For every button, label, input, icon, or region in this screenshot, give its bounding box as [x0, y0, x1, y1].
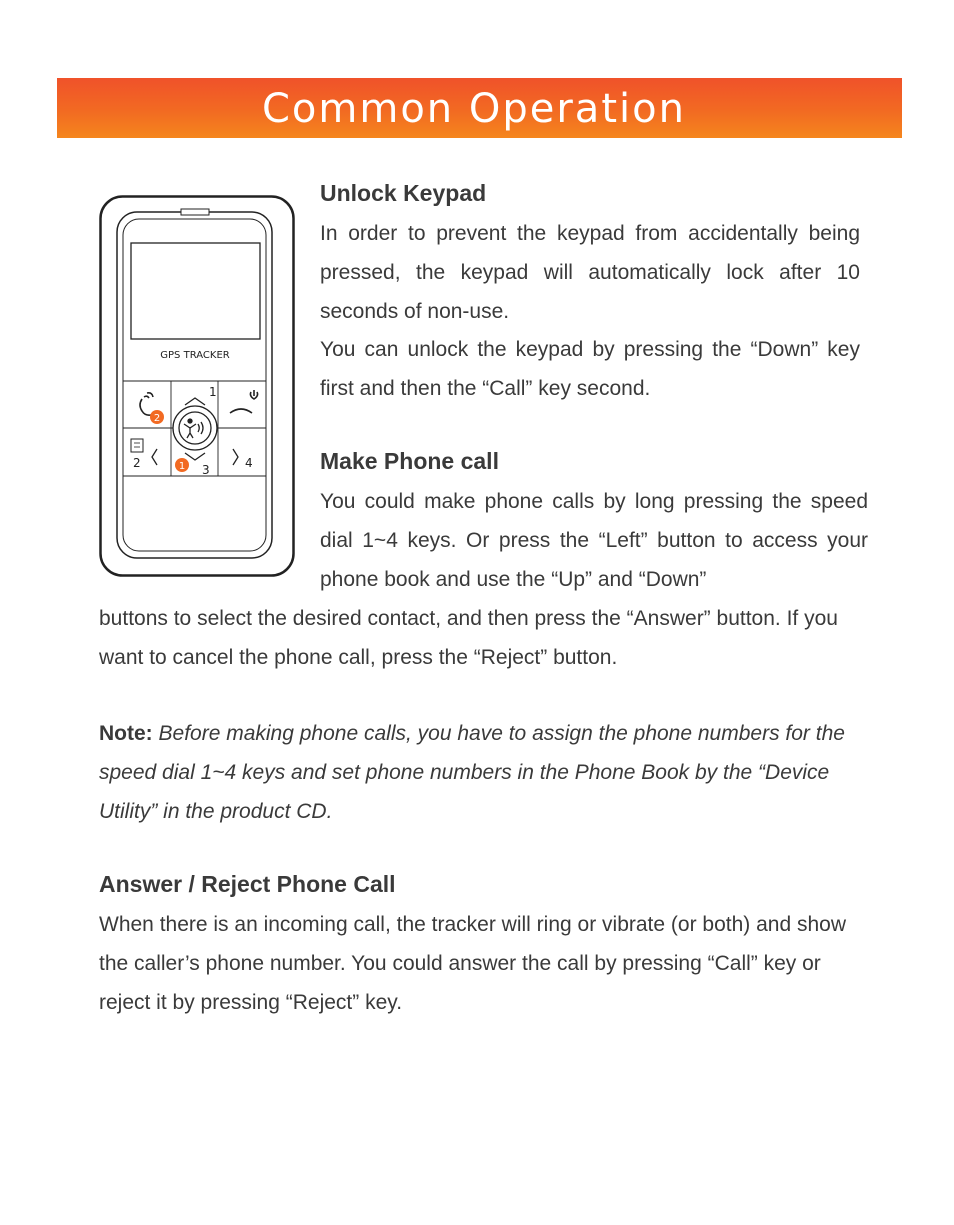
note-label: Note: — [99, 722, 153, 745]
device-screen — [131, 243, 260, 339]
svg-text:1: 1 — [209, 385, 217, 399]
page-title: Common Operation — [262, 86, 686, 132]
unlock-keypad-paragraph-2: You can unlock the keypad by pressing the “Down” key first and then the “Call” key second. — [320, 338, 860, 400]
make-phone-call-paragraph-full: buttons to select the desired contact, and then press the “Answer” button. If you want to cancel the phone call, press the “Reject” button. — [99, 607, 838, 669]
svg-text:2: 2 — [133, 456, 141, 470]
note-paragraph — [99, 714, 869, 831]
svg-text:1: 1 — [178, 461, 186, 472]
note-text: Before making phone calls, you have to assign the phone numbers for the speed dial 1~4 keys and set phone numbers in the Phone Book by the “Device Utility” in the product CD. — [99, 722, 845, 823]
gps-tracker-illustration — [99, 195, 295, 577]
make-phone-call-paragraph-wrapped: You could make phone calls by long pressing the speed dial 1~4 keys. Or press the “Left” button to access your phone book and use the “Up” and “Down” — [320, 490, 868, 591]
make-phone-call-heading: Make Phone call — [320, 448, 499, 474]
section-banner — [57, 78, 902, 138]
unlock-keypad-heading: Unlock Keypad — [320, 180, 487, 206]
answer-reject-heading: Answer / Reject Phone Call — [99, 871, 396, 897]
phonebook-icon — [131, 439, 143, 452]
screen-label: GPS TRACKER — [160, 350, 230, 361]
answer-reject-paragraph: When there is an incoming call, the tracker will ring or vibrate (or both) and show the caller’s phone number. You could answer the call by pressing “Call” key or reject it by pressing “Reject” key. — [99, 913, 846, 1014]
svg-text:2: 2 — [153, 413, 161, 424]
device-top-tab — [181, 209, 209, 215]
unlock-keypad-paragraph-1: In order to prevent the keypad from accidentally being pressed, the keypad will automatically lock after 10 seconds of non-use. — [320, 222, 860, 323]
svg-text:4: 4 — [245, 456, 253, 470]
svg-text:3: 3 — [202, 463, 210, 477]
